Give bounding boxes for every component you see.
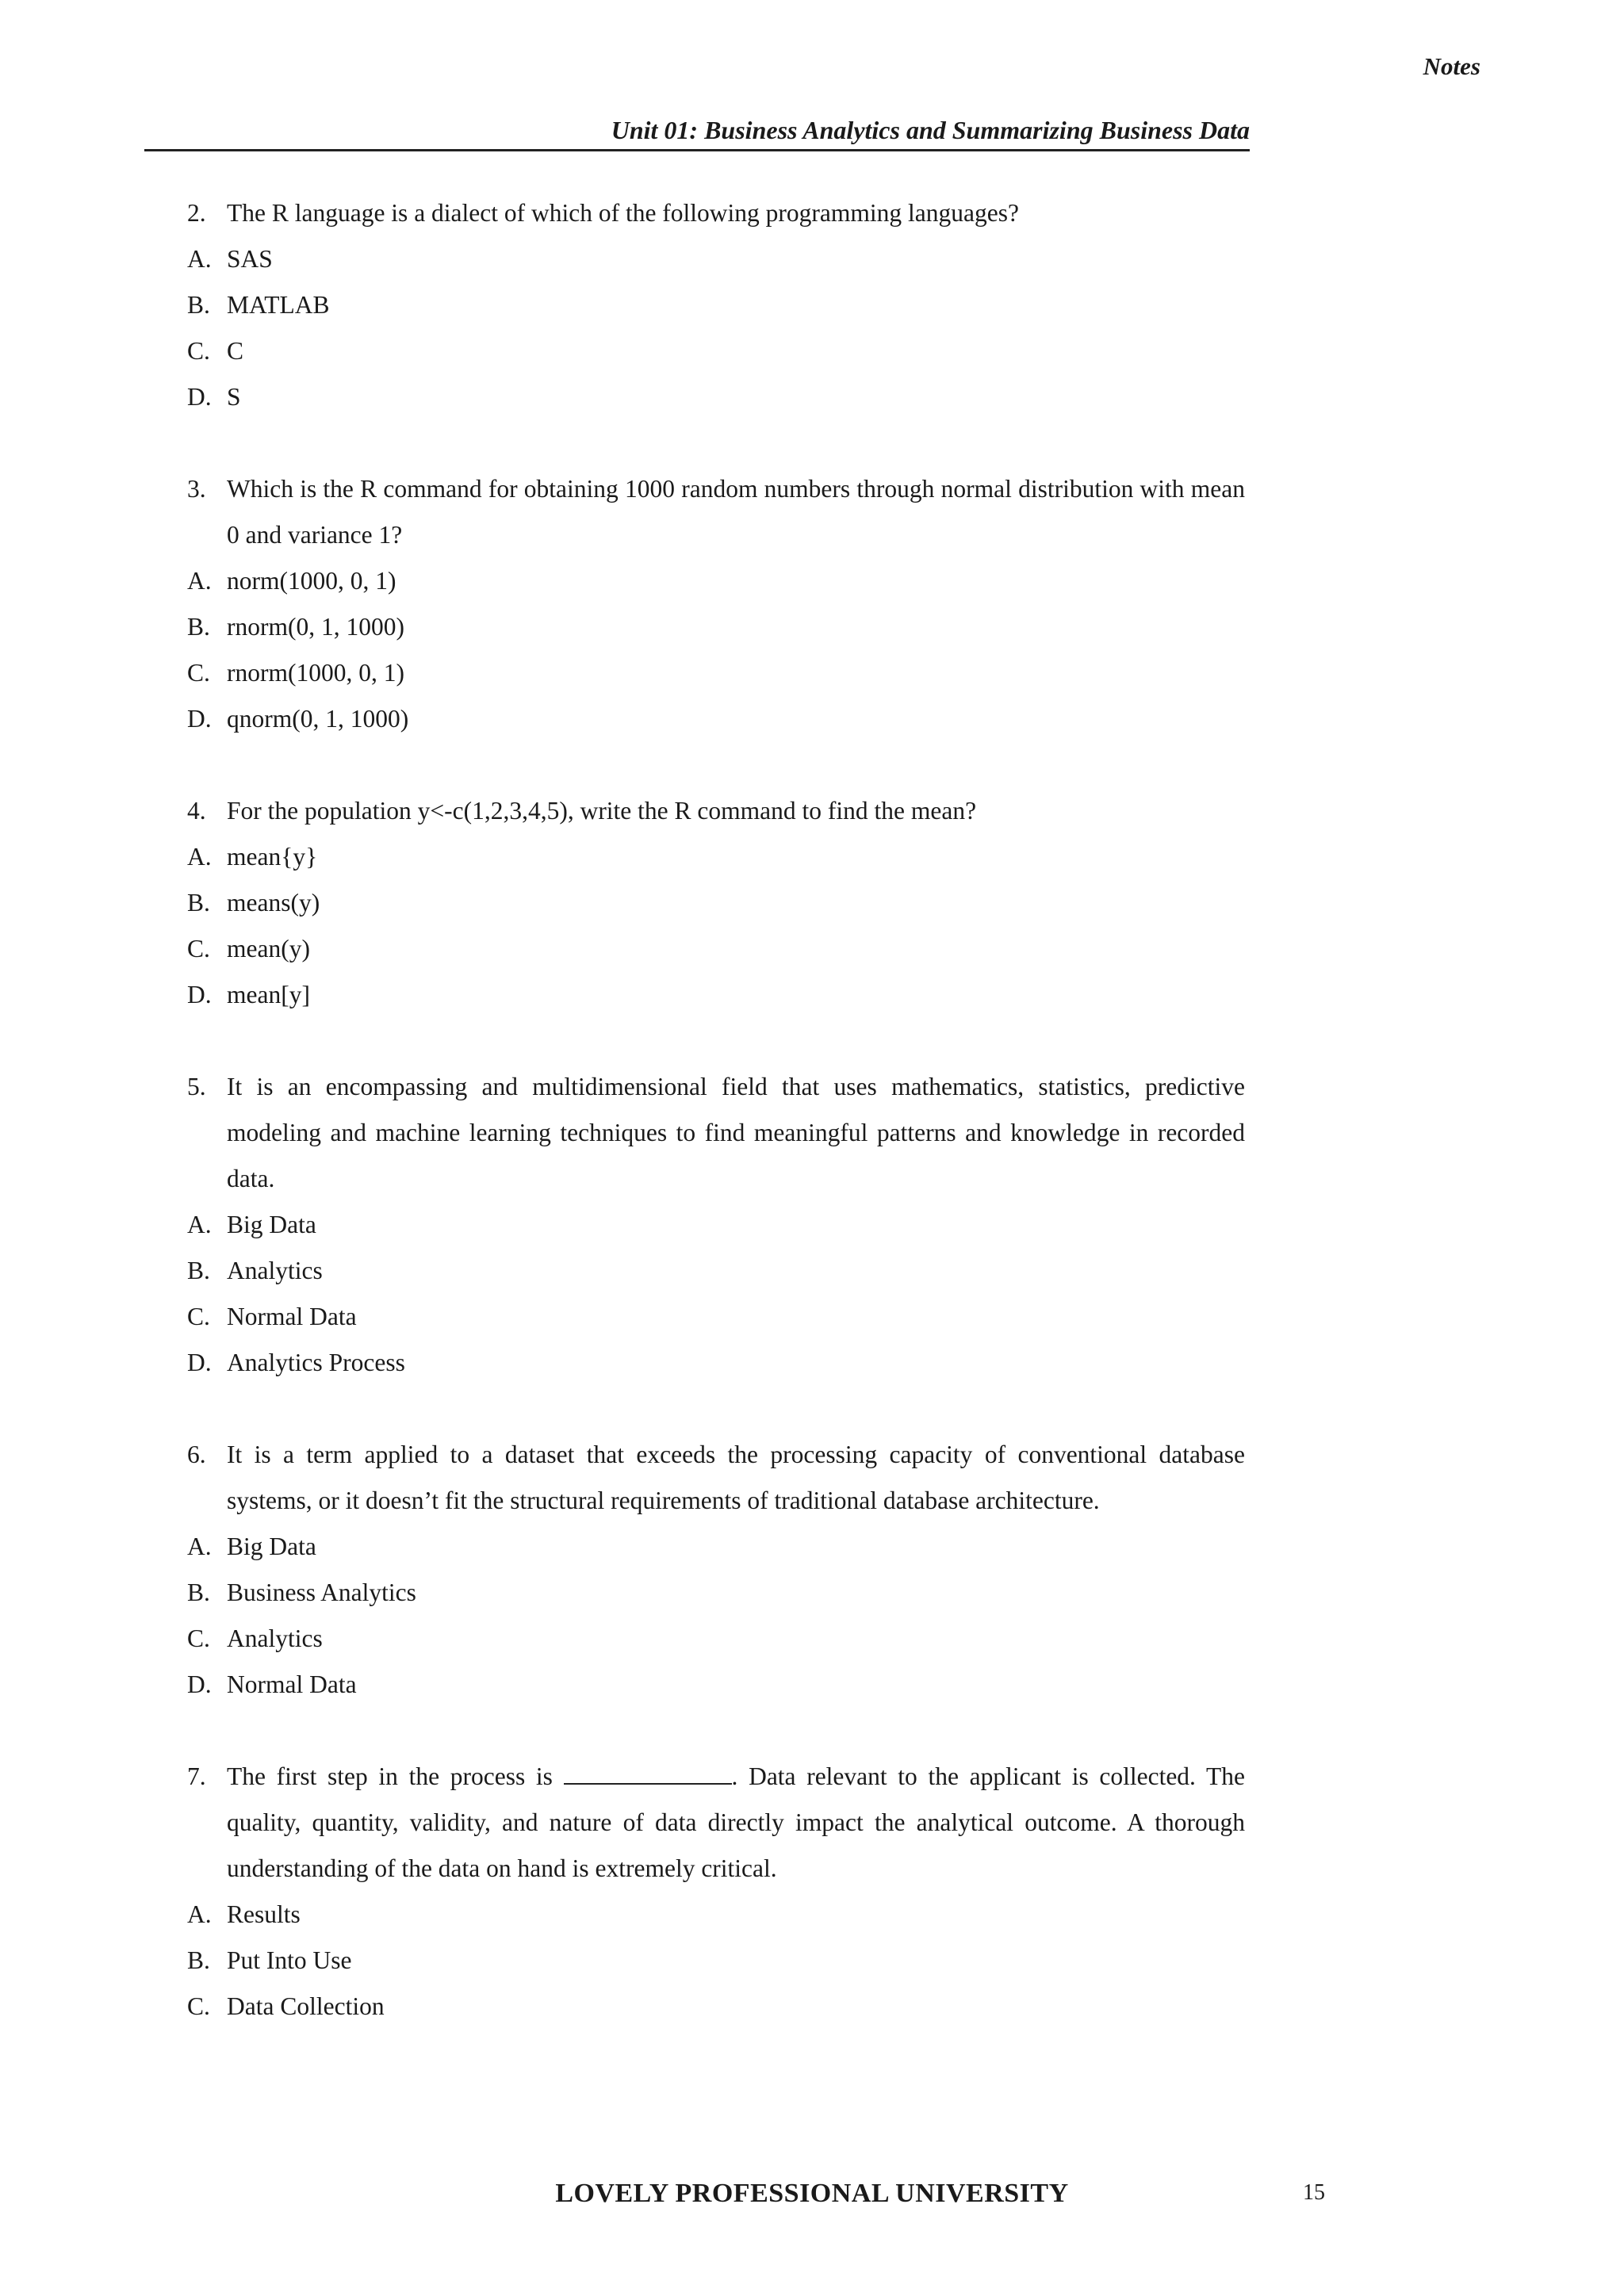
option-letter: C. [187, 935, 210, 962]
option [187, 236, 1245, 282]
option-text: norm(1000, 0, 1) [227, 567, 396, 595]
option-letter: D. [187, 383, 212, 411]
option-text: Normal Data [227, 1670, 357, 1698]
option-letter: D. [187, 705, 212, 733]
question-4 [187, 788, 1245, 1018]
option [187, 374, 1245, 420]
option-letter: D. [187, 981, 212, 1008]
notes-label: Notes [1423, 52, 1480, 80]
option [187, 1662, 1245, 1708]
option [187, 834, 1245, 880]
question-5 [187, 1064, 1245, 1386]
option-letter: D. [187, 1349, 212, 1376]
option [187, 1616, 1245, 1662]
option [187, 558, 1245, 604]
option [187, 1984, 1245, 2030]
option [187, 604, 1245, 650]
option-text: Business Analytics [227, 1578, 416, 1606]
option [187, 1892, 1245, 1938]
question-body: The R language is a dialect of which of the following programming languages? [227, 199, 1019, 227]
option-text: MATLAB [227, 291, 330, 319]
option [187, 696, 1245, 742]
option-letter: A. [187, 245, 212, 273]
question-body: It is a term applied to a dataset that exceeds the processing capacity of conventional database systems, or it doesn’t fit the structural requirements of traditional database architecture. [227, 1441, 1245, 1514]
question-body-start: The first step in the process is [227, 1762, 564, 1790]
option-letter: B. [187, 291, 210, 319]
option-text: Results [227, 1900, 301, 1928]
option [187, 1340, 1245, 1386]
question-6 [187, 1432, 1245, 1708]
question-text [187, 1064, 1245, 1202]
option-text: rnorm(0, 1, 1000) [227, 613, 404, 641]
option-text: means(y) [227, 889, 320, 916]
page-number: 15 [1303, 2180, 1325, 2205]
option-letter: A. [187, 567, 212, 595]
option-letter: C. [187, 1624, 210, 1652]
option-letter: A. [187, 1533, 212, 1560]
option [187, 1938, 1245, 1984]
option-text: C [227, 337, 244, 365]
option-text: SAS [227, 245, 273, 273]
option [187, 926, 1245, 972]
fill-in-blank [564, 1759, 732, 1785]
option [187, 1524, 1245, 1570]
option-text: rnorm(1000, 0, 1) [227, 659, 404, 687]
option [187, 1294, 1245, 1340]
option-text: qnorm(0, 1, 1000) [227, 705, 409, 733]
unit-header [144, 111, 1250, 151]
footer-university: LOVELY PROFESSIONAL UNIVERSITY [555, 2179, 1069, 2208]
option-letter: C. [187, 337, 210, 365]
question-number: 7. [187, 1762, 206, 1790]
option [187, 650, 1245, 696]
option-text: Data Collection [227, 1992, 385, 2020]
option-letter: A. [187, 1900, 212, 1928]
option [187, 328, 1245, 374]
question-text [187, 466, 1245, 558]
question-text [187, 190, 1245, 236]
question-number: 2. [187, 199, 206, 227]
option-text: Analytics [227, 1257, 323, 1284]
question-text [187, 788, 1245, 834]
question-body: For the population y<-c(1,2,3,4,5), write the R command to find the mean? [227, 797, 977, 825]
option-text: mean[y] [227, 981, 310, 1008]
option-letter: C. [187, 659, 210, 687]
question-number: 3. [187, 475, 206, 503]
option-letter: A. [187, 1211, 212, 1238]
option-letter: B. [187, 889, 210, 916]
question-list [187, 190, 1245, 2076]
option [187, 282, 1245, 328]
option-text: Big Data [227, 1533, 316, 1560]
option [187, 880, 1245, 926]
question-7 [187, 1754, 1245, 2030]
option-text: Put Into Use [227, 1946, 352, 1974]
question-body-end: . Data relevant to the applicant is collected. The quality, quantity, validity, and nature of data directly impact the analytical outcome. A thorough understanding of the data on hand is extremely critical. [227, 1762, 1245, 1882]
question-body: Which is the R command for obtaining 1000 random numbers through normal distribution with mean 0 and variance 1? [227, 475, 1245, 549]
option-text: Big Data [227, 1211, 316, 1238]
option [187, 1202, 1245, 1248]
option-letter: A. [187, 843, 212, 871]
option-letter: B. [187, 613, 210, 641]
option-text: S [227, 383, 241, 411]
question-body: It is an encompassing and multidimensional field that uses mathematics, statistics, predictive modeling and machine learning techniques to find meaningful patterns and knowledge in recorded data. [227, 1073, 1245, 1192]
question-number: 5. [187, 1073, 206, 1100]
option-text: mean{y} [227, 843, 318, 871]
option-letter: C. [187, 1303, 210, 1330]
question-text [187, 1754, 1245, 1892]
option-letter: B. [187, 1946, 210, 1974]
option-text: Analytics [227, 1624, 323, 1652]
option-text: Normal Data [227, 1303, 357, 1330]
question-3 [187, 466, 1245, 742]
option-letter: B. [187, 1578, 210, 1606]
option [187, 972, 1245, 1018]
option [187, 1570, 1245, 1616]
question-2 [187, 190, 1245, 420]
option-letter: D. [187, 1670, 212, 1698]
question-number: 6. [187, 1441, 206, 1468]
unit-title: Unit 01: Business Analytics and Summarizing Business Data [611, 116, 1250, 144]
question-text [187, 1432, 1245, 1524]
question-number: 4. [187, 797, 206, 825]
option-text: Analytics Process [227, 1349, 405, 1376]
option-letter: C. [187, 1992, 210, 2020]
option-text: mean(y) [227, 935, 310, 962]
option [187, 1248, 1245, 1294]
option-letter: B. [187, 1257, 210, 1284]
